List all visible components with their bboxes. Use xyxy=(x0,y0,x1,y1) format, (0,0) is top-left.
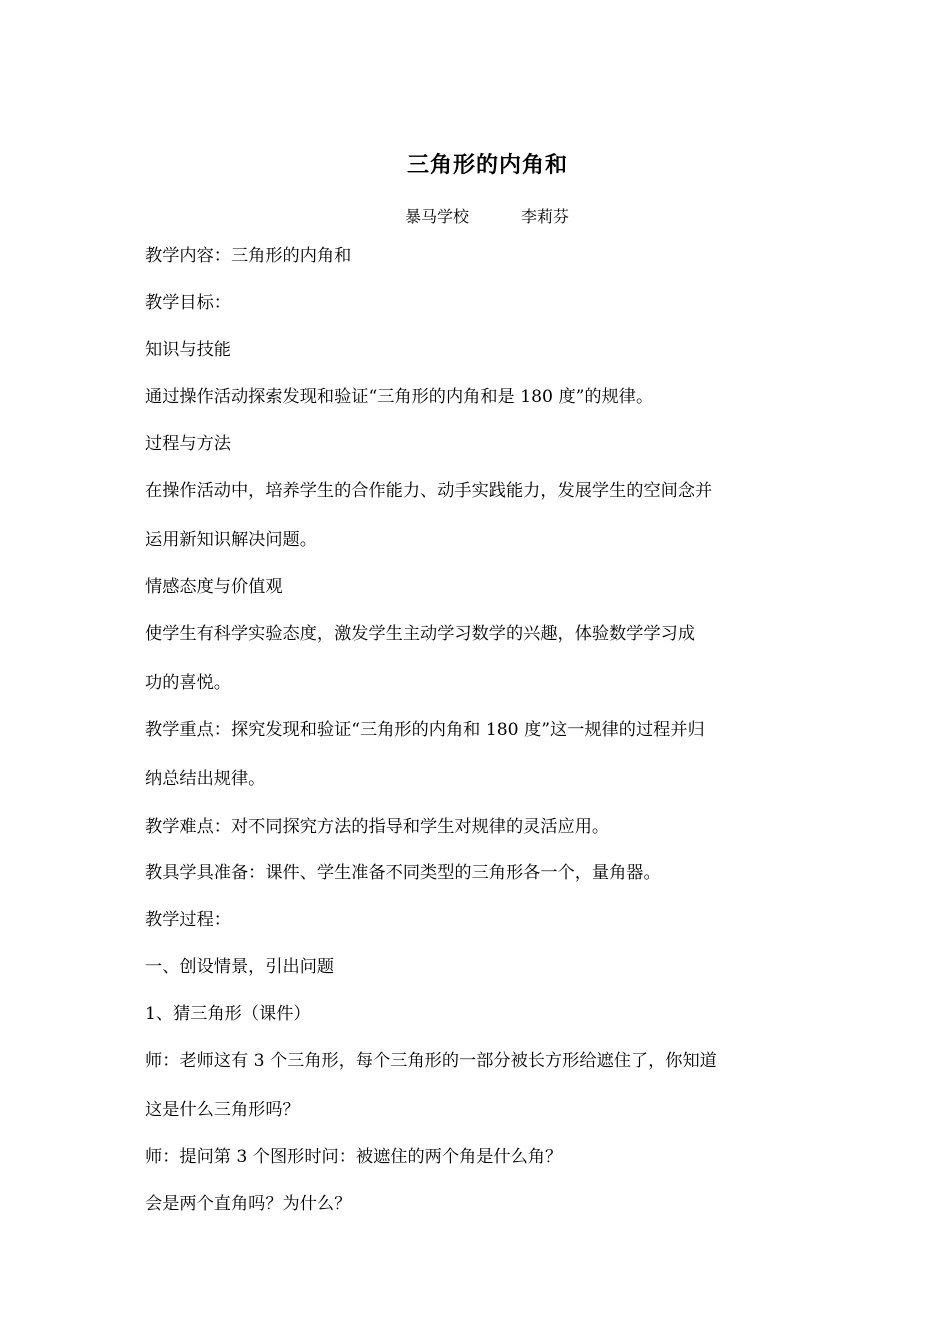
paragraph-line: 知识与技能 xyxy=(145,340,231,360)
author-name: 李莉芬 xyxy=(521,207,570,226)
byline xyxy=(405,205,569,229)
paragraph-line: 通过操作活动探索发现和验证“三角形的内角和是 180 度”的规律。 xyxy=(145,387,654,407)
paragraph-line: 纳总结出规律。 xyxy=(145,769,266,789)
paragraph-line: 教学过程： xyxy=(145,910,231,930)
paragraph-line: 过程与方法 xyxy=(145,434,231,454)
paragraph-line: 教学内容：三角形的内角和 xyxy=(145,246,352,266)
document-title: 三角形的内角和 xyxy=(406,152,568,178)
school-name: 暴马学校 xyxy=(405,207,470,226)
paragraph-line: 运用新知识解决问题。 xyxy=(145,530,317,550)
paragraph-line: 功的喜悦。 xyxy=(145,673,231,693)
paragraph-line: 在操作活动中，培养学生的合作能力、动手实践能力，发展学生的空间念并 xyxy=(145,481,713,501)
paragraph-line: 这是什么三角形吗？ xyxy=(145,1100,300,1120)
paragraph-line: 教学重点：探究发现和验证“三角形的内角和 180 度”这一规律的过程并归 xyxy=(145,720,705,740)
paragraph-line: 教学目标： xyxy=(145,293,231,313)
paragraph-line: 1、猜三角形（课件） xyxy=(145,1004,311,1024)
paragraph-line: 教学难点：对不同探究方法的指导和学生对规律的灵活应用。 xyxy=(145,817,610,837)
paragraph-line: 一、创设情景，引出问题 xyxy=(145,957,335,977)
paragraph-line: 师：老师这有 3 个三角形，每个三角形的一部分被长方形给遮住了，你知道 xyxy=(145,1051,717,1071)
paragraph-line: 情感态度与价值观 xyxy=(145,577,283,597)
paragraph-line: 会是两个直角吗？为什么？ xyxy=(145,1194,352,1214)
paragraph-line: 教具学具准备：课件、学生准备不同类型的三角形各一个，量角器。 xyxy=(145,863,661,883)
paragraph-line: 使学生有科学实验态度，激发学生主动学习数学的兴趣，体验数学学习成 xyxy=(145,624,696,644)
paragraph-line: 师：提问第 3 个图形时问：被遮住的两个角是什么角？ xyxy=(145,1147,563,1167)
